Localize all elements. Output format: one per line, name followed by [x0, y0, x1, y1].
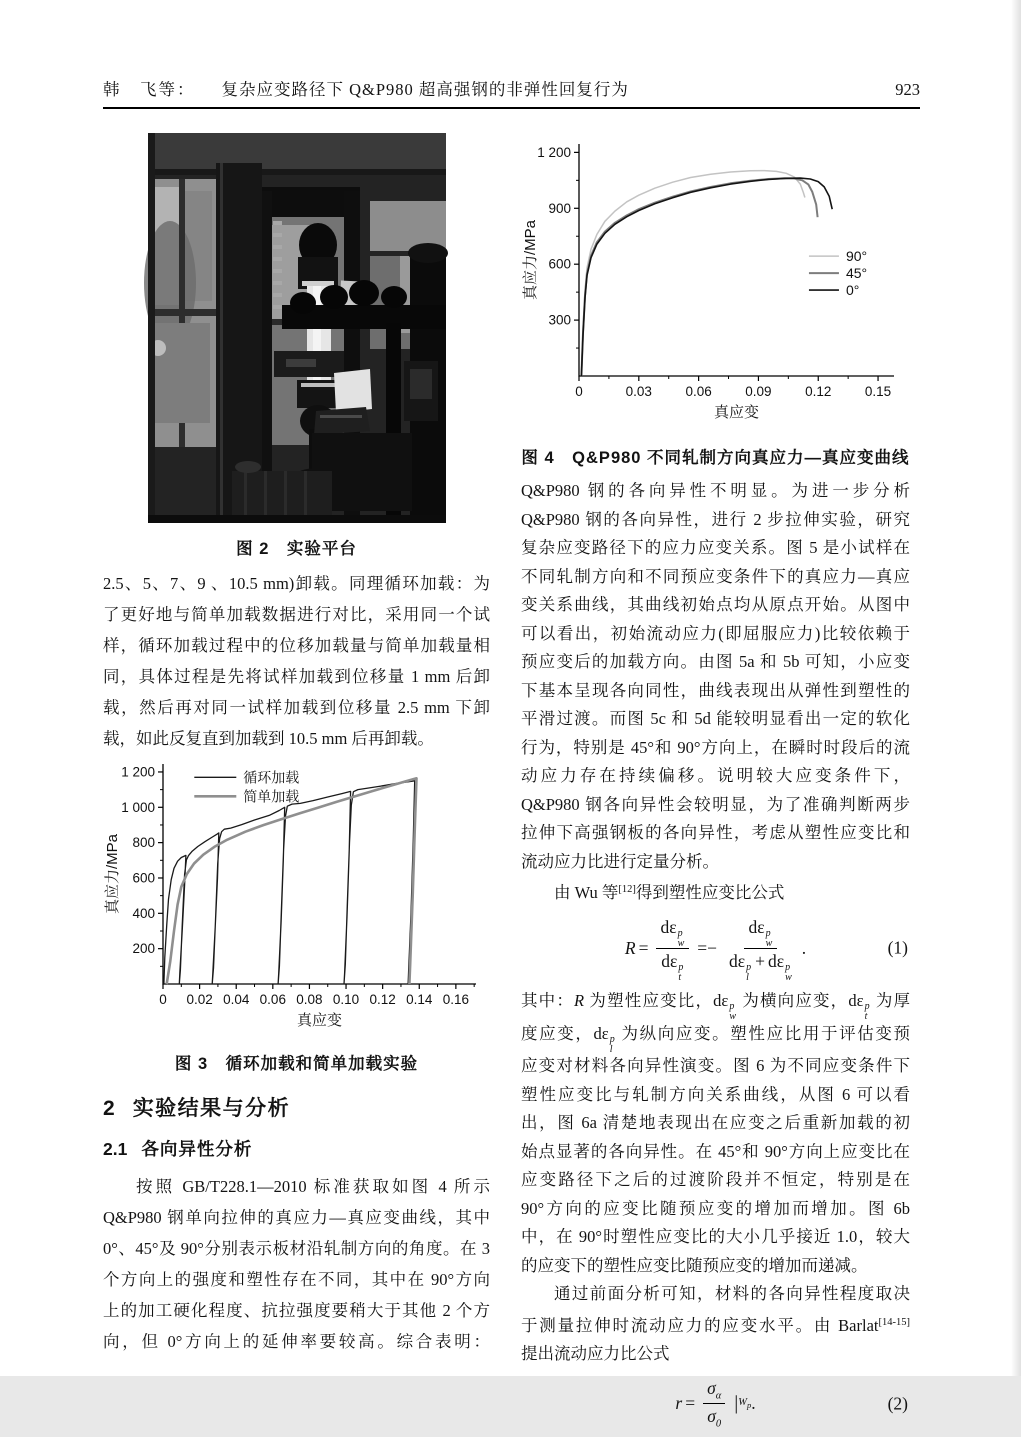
- text-line: 平滑过渡。而图 5c 和 5d 能较明显看出一定的软化: [521, 709, 910, 728]
- header-running-title: 复杂应变路径下 Q&P980 超高强钢的非弹性回复行为: [221, 80, 629, 99]
- paragraph: [521, 987, 910, 1280]
- svg-text:90°: 90°: [845, 248, 868, 265]
- header-authors: 韩 飞等：: [103, 80, 196, 99]
- svg-text:真应力/MPa: 真应力/MPa: [522, 219, 539, 301]
- svg-text:0.04: 0.04: [223, 992, 250, 1007]
- svg-text:真应变: 真应变: [713, 404, 760, 421]
- svg-text:1 200: 1 200: [121, 764, 155, 780]
- text-line: 复杂应变路径下的应力应变关系。图 5 是小试样在: [521, 538, 910, 557]
- svg-text:900: 900: [548, 200, 571, 216]
- right-column: [521, 120, 910, 1437]
- paragraph: [103, 568, 490, 754]
- svg-text:0.14: 0.14: [406, 992, 433, 1007]
- text-line: 按照 GB/T228.1—2010 标准获取如图 4 所示: [136, 1177, 490, 1196]
- svg-text:0.06: 0.06: [259, 992, 286, 1007]
- text-line: 由 Wu 等[12]得到塑性应变比公式: [554, 883, 785, 902]
- text-line: 变关系曲线，其曲线初始点均从原点开始。从图中: [521, 595, 910, 614]
- text-line: Q&P980 钢的各向异性，进行 2 步拉伸实验，研究: [521, 509, 910, 529]
- text-line: 动应力存在持续偏移。说明较大应变条件下，: [521, 766, 910, 785]
- section-heading: 2 实验结果与分析: [103, 1097, 291, 1120]
- text-line: 样，循环加载过程中的位移加载量与简单加载量相: [103, 636, 490, 655]
- svg-text:1 000: 1 000: [121, 799, 155, 815]
- svg-text:真应变: 真应变: [296, 1012, 343, 1029]
- text-line: 的应变下的塑性应变比随预应变的增加而递减。: [521, 1255, 868, 1275]
- experiment-platform-photo: [148, 133, 446, 523]
- svg-text:0: 0: [159, 992, 167, 1007]
- text-line: 应变路径下之后的过渡阶段并不恒定，特别是在: [521, 1170, 910, 1189]
- text-line: 提出流动应力比公式: [521, 1344, 670, 1363]
- svg-text:0.16: 0.16: [442, 992, 470, 1007]
- text-line: 上的加工硬化程度、抗拉强度要稍大于其他 2 个方: [103, 1301, 490, 1320]
- svg-text:0°: 0°: [845, 282, 860, 299]
- text-line: Q&P980 钢各向异性会较明显，为了准确判断两步: [521, 794, 910, 814]
- svg-text:200: 200: [132, 941, 155, 957]
- page-number: 923: [895, 80, 920, 99]
- svg-text:0.12: 0.12: [805, 384, 832, 399]
- subsection-heading: 2.1 各向异性分析: [103, 1139, 253, 1159]
- svg-text:400: 400: [132, 905, 155, 921]
- text-line: Q&P980 钢的各向异性不明显。为进一步分析: [521, 481, 910, 500]
- text-line: 同，具体过程是先将试样加载到位移量 1 mm 后卸: [103, 667, 490, 686]
- figure-2: [103, 133, 490, 559]
- text-line: 于测量拉伸时流动应力的应变水平。由 Barlat[14-15]: [521, 1315, 910, 1335]
- paragraph: [521, 477, 910, 908]
- svg-text:简单加载: 简单加载: [243, 788, 300, 805]
- text-line: 预应变后的加载方向。由图 5a 和 5b 可知，小应变: [521, 652, 910, 671]
- paragraph: [103, 1171, 490, 1357]
- svg-text:0: 0: [575, 384, 583, 399]
- svg-text:循环加载: 循环加载: [243, 769, 300, 786]
- text-line: 流动应力比进行定量分析。: [521, 851, 719, 871]
- svg-text:0.09: 0.09: [745, 384, 772, 399]
- text-line: 塑性应变比与轧制方向关系曲线，从图 6 可以看: [521, 1084, 910, 1104]
- figure-4-caption: 图 4 Q&P980 不同轧制方向真应力—真应变曲线: [521, 449, 910, 467]
- svg-text:0.06: 0.06: [685, 384, 712, 399]
- text-line: 载，如此反复直到加载到 10.5 mm 后再卸载。: [103, 729, 434, 748]
- svg-text:0.10: 0.10: [332, 992, 360, 1007]
- text-line: 中，在 90°时塑性应变比的大小几乎接近 1.0，较大: [521, 1227, 910, 1246]
- svg-text:300: 300: [548, 312, 571, 328]
- text-line: 向，但 0°方向上的延伸率要较高。综合表明：: [103, 1332, 490, 1351]
- text-line: 通过前面分析可知，材料的各向异性程度取决: [554, 1284, 910, 1303]
- svg-text:0.15: 0.15: [864, 384, 892, 399]
- text-line: 载，然后再对同一试样加载到位移量 2.5 mm 下卸: [103, 698, 490, 717]
- text-line: 行为，特别是 45°和 90°方向上，在瞬时时段后的流: [521, 737, 910, 757]
- svg-text:600: 600: [548, 256, 571, 272]
- svg-text:0.12: 0.12: [369, 992, 396, 1007]
- experiment-photo: [148, 133, 446, 528]
- svg-text:1 200: 1 200: [537, 144, 571, 160]
- text-line: 2.5、5、7、9 、10.5 mm)卸载。同理循环加载：为: [103, 574, 490, 593]
- svg-text:800: 800: [132, 835, 155, 851]
- text-line: 其中：R 为塑性应变比，dε p w 为横向应变，dε p t 为厚: [521, 991, 911, 1023]
- svg-text:0.08: 0.08: [296, 992, 323, 1007]
- figure-4: [521, 132, 910, 468]
- text-line: 度应变，dε p l 为纵向应变。塑性应比用于评估变预: [521, 1023, 911, 1055]
- figure-3-chart: [103, 756, 490, 1043]
- figure-4-chart: [521, 132, 910, 437]
- figure-2-caption: 图 2 实验平台: [236, 540, 357, 558]
- equation-1: R = dε p w dε p t =− dε p w dε p l + dε p w . (1): [624, 916, 908, 984]
- equation-2: r = $\frac{\sigma_\alpha}{\sigma_0}$ | $W_p$ . (2): [675, 1377, 908, 1430]
- text-line: 0°、45°及 90°分别表示板材沿轧制方向的角度。在 3: [103, 1239, 490, 1258]
- text-line: 90°方向的应变比随预应变的增加而增加。图 6b: [521, 1198, 910, 1218]
- text-line: 可以看出，初始流动应力(即屈服应力)比较依赖于: [521, 623, 910, 643]
- text-line: 个方向上的强度和塑性存在不同，其中在 90°方向: [103, 1270, 490, 1289]
- svg-text:真应力/MPa: 真应力/MPa: [104, 833, 121, 915]
- svg-text:600: 600: [132, 870, 155, 886]
- text-line: 了更好地与简单加载数据进行对比，采用同一个试: [103, 605, 490, 624]
- text-line: 拉伸下高强钢板的各向异性，考虑从塑性应变比和: [521, 823, 910, 842]
- figure-3: [103, 756, 490, 1074]
- svg-text:45°: 45°: [845, 265, 868, 282]
- text-line: 始点显著的各向异性。在 45°和 90°方向上应变比在: [521, 1141, 910, 1161]
- text-line: 不同轧制方向和不同预应变条件下的真应力—真应: [521, 566, 910, 586]
- text-line: 出，图 6a 清楚地表现出在应变之后重新加载的初: [521, 1113, 910, 1132]
- text-line: Q&P980 钢单向拉伸的真应力—真应变曲线，其中: [103, 1208, 490, 1227]
- text-line: 应变对材料各向异性演变。图 6 为不同应变条件下: [521, 1056, 910, 1075]
- figure-3-caption: 图 3 循环加载和简单加载实验: [174, 1055, 419, 1073]
- page-header: [103, 76, 920, 100]
- paragraph: [521, 1280, 910, 1369]
- header-rule: [103, 107, 920, 109]
- svg-text:0.02: 0.02: [186, 992, 213, 1007]
- text-line: 下基本呈现各向同性，曲线表现出从弹性到塑性的: [521, 680, 910, 700]
- svg-text:0.03: 0.03: [625, 384, 652, 399]
- left-column: [103, 120, 490, 1357]
